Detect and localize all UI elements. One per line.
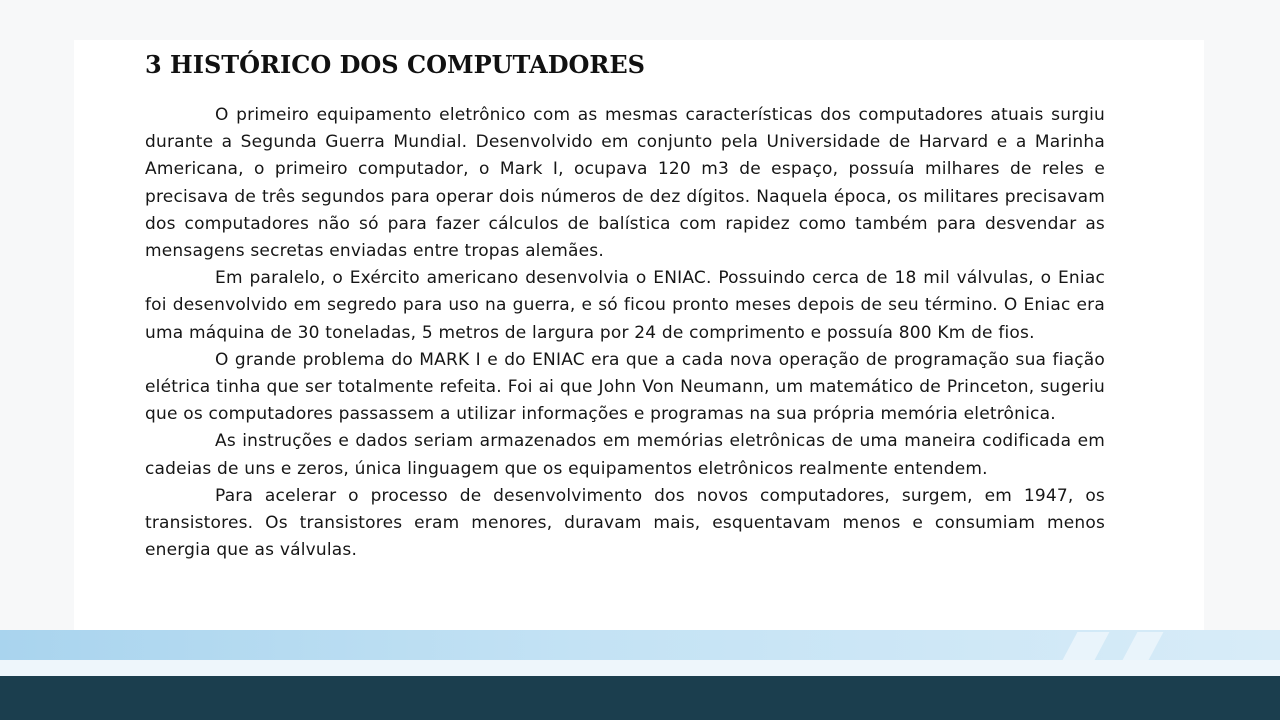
paragraph-transistors: Para acelerar o processo de desenvolvimento dos novos computadores, surgem, em 1947, os transistores. Os transistores eram menores, duravam mais, esquentavam menos e consumiam menos energia que as válvulas.: [145, 485, 1105, 561]
footer-dark-bar: [0, 676, 1280, 720]
paragraph-von-neumann: O grande problema do MARK I e do ENIAC era que a cada nova operação de programação sua fiação elétrica tinha que ser totalmente refeita. Foi ai que John Von Neumann, um matemático de Princeton, sugeriu que os computadores passassem a utilizar informações e programas na sua própria memória eletrônica.: [145, 349, 1105, 425]
footer-white-line: [0, 660, 1280, 676]
section-heading: 3 HISTÓRICO DOS COMPUTADORES: [145, 50, 646, 79]
paragraph-instructions: As instruções e dados seriam armazenados em memórias eletrônicas de uma maneira codificada em cadeias de uns e zeros, única linguagem que os equipamentos eletrônicos realmente entendem.: [145, 431, 1105, 479]
paragraph-mark-i: O primeiro equipamento eletrônico com as mesmas características dos computadores atuais surgiu durante a Segunda Guerra Mundial. Desenvolvido em conjunto pela Universidade de Harvard e a Marinha Americana, o primeiro computador, o Mark I, ocupava 120 m3 de espaço, possuía milhares de reles e precisava de três segundos para operar dois números de dez dígitos. Naquela época, os militares precisavam dos computadores não só para fazer cálculos de balística com rapidez como também para desvendar as mensagens secretas enviadas entre tropas alemães.: [145, 105, 1105, 262]
paragraph-eniac: Em paralelo, o Exército americano desenvolvia o ENIAC. Possuindo cerca de 18 mil válvulas, o Eniac foi desenvolvido em segredo para uso na guerra, e só ficou pronto meses depois de seu término. O Eniac era uma máquina de 30 toneladas, 5 metros de largura por 24 de comprimento e possuía 800 Km de fios.: [145, 268, 1105, 343]
document-body: [145, 102, 1105, 564]
